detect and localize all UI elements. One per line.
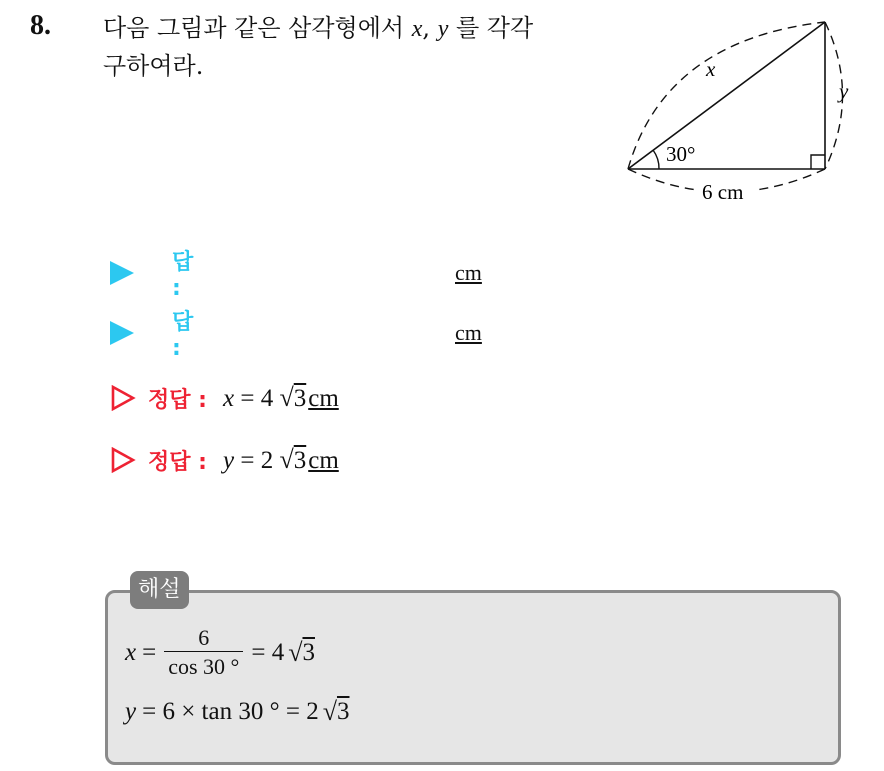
radicand: 3 xyxy=(293,447,307,474)
correct-var: x xyxy=(222,385,235,412)
exp-eq: = xyxy=(142,638,157,666)
sqrt-sign: √ xyxy=(322,697,337,726)
correct-math-2 xyxy=(223,445,339,475)
angle-arc xyxy=(653,150,659,169)
answer-row-2 xyxy=(110,310,482,361)
correct-var: y xyxy=(222,447,235,474)
base-label: 6 cm xyxy=(702,180,744,204)
correct-eq: = xyxy=(240,385,255,412)
label-y: y xyxy=(839,79,849,103)
sqrt-sign: √ xyxy=(288,637,303,667)
correct-answer-row-1 xyxy=(110,378,339,418)
right-angle-mark xyxy=(811,155,825,169)
question-comma: , xyxy=(422,14,431,42)
correct-label: 정답 : xyxy=(148,387,207,413)
question-var-y: y xyxy=(437,16,449,42)
question-text-part1: 다음 그림과 같은 삼각형에서 xyxy=(103,14,405,42)
question-number: 8. xyxy=(30,10,51,41)
outline-triangle-icon xyxy=(110,385,136,411)
correct-coef: 4 xyxy=(260,385,274,412)
explanation-line-2 xyxy=(125,697,349,727)
correct-answer-row-2 xyxy=(110,440,339,480)
correct-eq: = xyxy=(240,447,255,474)
explanation-line-1 xyxy=(125,625,315,680)
question-text xyxy=(103,10,603,85)
exp-var-y: y xyxy=(125,698,137,725)
radicand: 3 xyxy=(302,638,315,666)
play-icon xyxy=(110,321,134,345)
answer-unit[interactable]: cm xyxy=(455,320,482,345)
correct-label: 정답 : xyxy=(148,449,207,475)
answer-row-1 xyxy=(110,250,482,301)
outline-triangle-icon xyxy=(110,447,136,473)
answer-label: 답 : xyxy=(172,310,194,361)
correct-unit: cm xyxy=(308,385,339,412)
label-x: x xyxy=(706,57,716,81)
sqrt-sign: √ xyxy=(279,383,294,412)
hypotenuse-line xyxy=(628,22,825,169)
correct-unit: cm xyxy=(308,447,339,474)
correct-coef: 2 xyxy=(260,447,274,474)
fraction-numerator: 6 xyxy=(198,625,210,650)
exp-expression: = 6 × tan 30 ° = 2 xyxy=(142,698,319,725)
radicand: 3 xyxy=(293,385,307,412)
play-icon xyxy=(110,261,134,285)
question-text-line2: 구하여라. xyxy=(103,52,204,80)
question-text-part2: 를 각각 xyxy=(455,14,534,42)
question-var-x: x xyxy=(411,16,423,42)
answer-label: 답 : xyxy=(172,250,194,301)
explanation-tag: 해설 xyxy=(130,571,189,609)
triangle-figure xyxy=(610,10,870,210)
exp-var-x: x xyxy=(125,638,137,666)
radicand: 3 xyxy=(336,698,350,725)
exp-result: = 4 xyxy=(251,638,285,666)
correct-math-1 xyxy=(223,383,339,413)
fraction xyxy=(164,625,243,680)
sqrt-sign: √ xyxy=(279,445,294,474)
fraction-denominator: cos 30 ° xyxy=(164,651,243,680)
angle-label: 30° xyxy=(666,142,696,166)
answer-unit[interactable]: cm xyxy=(455,260,482,285)
